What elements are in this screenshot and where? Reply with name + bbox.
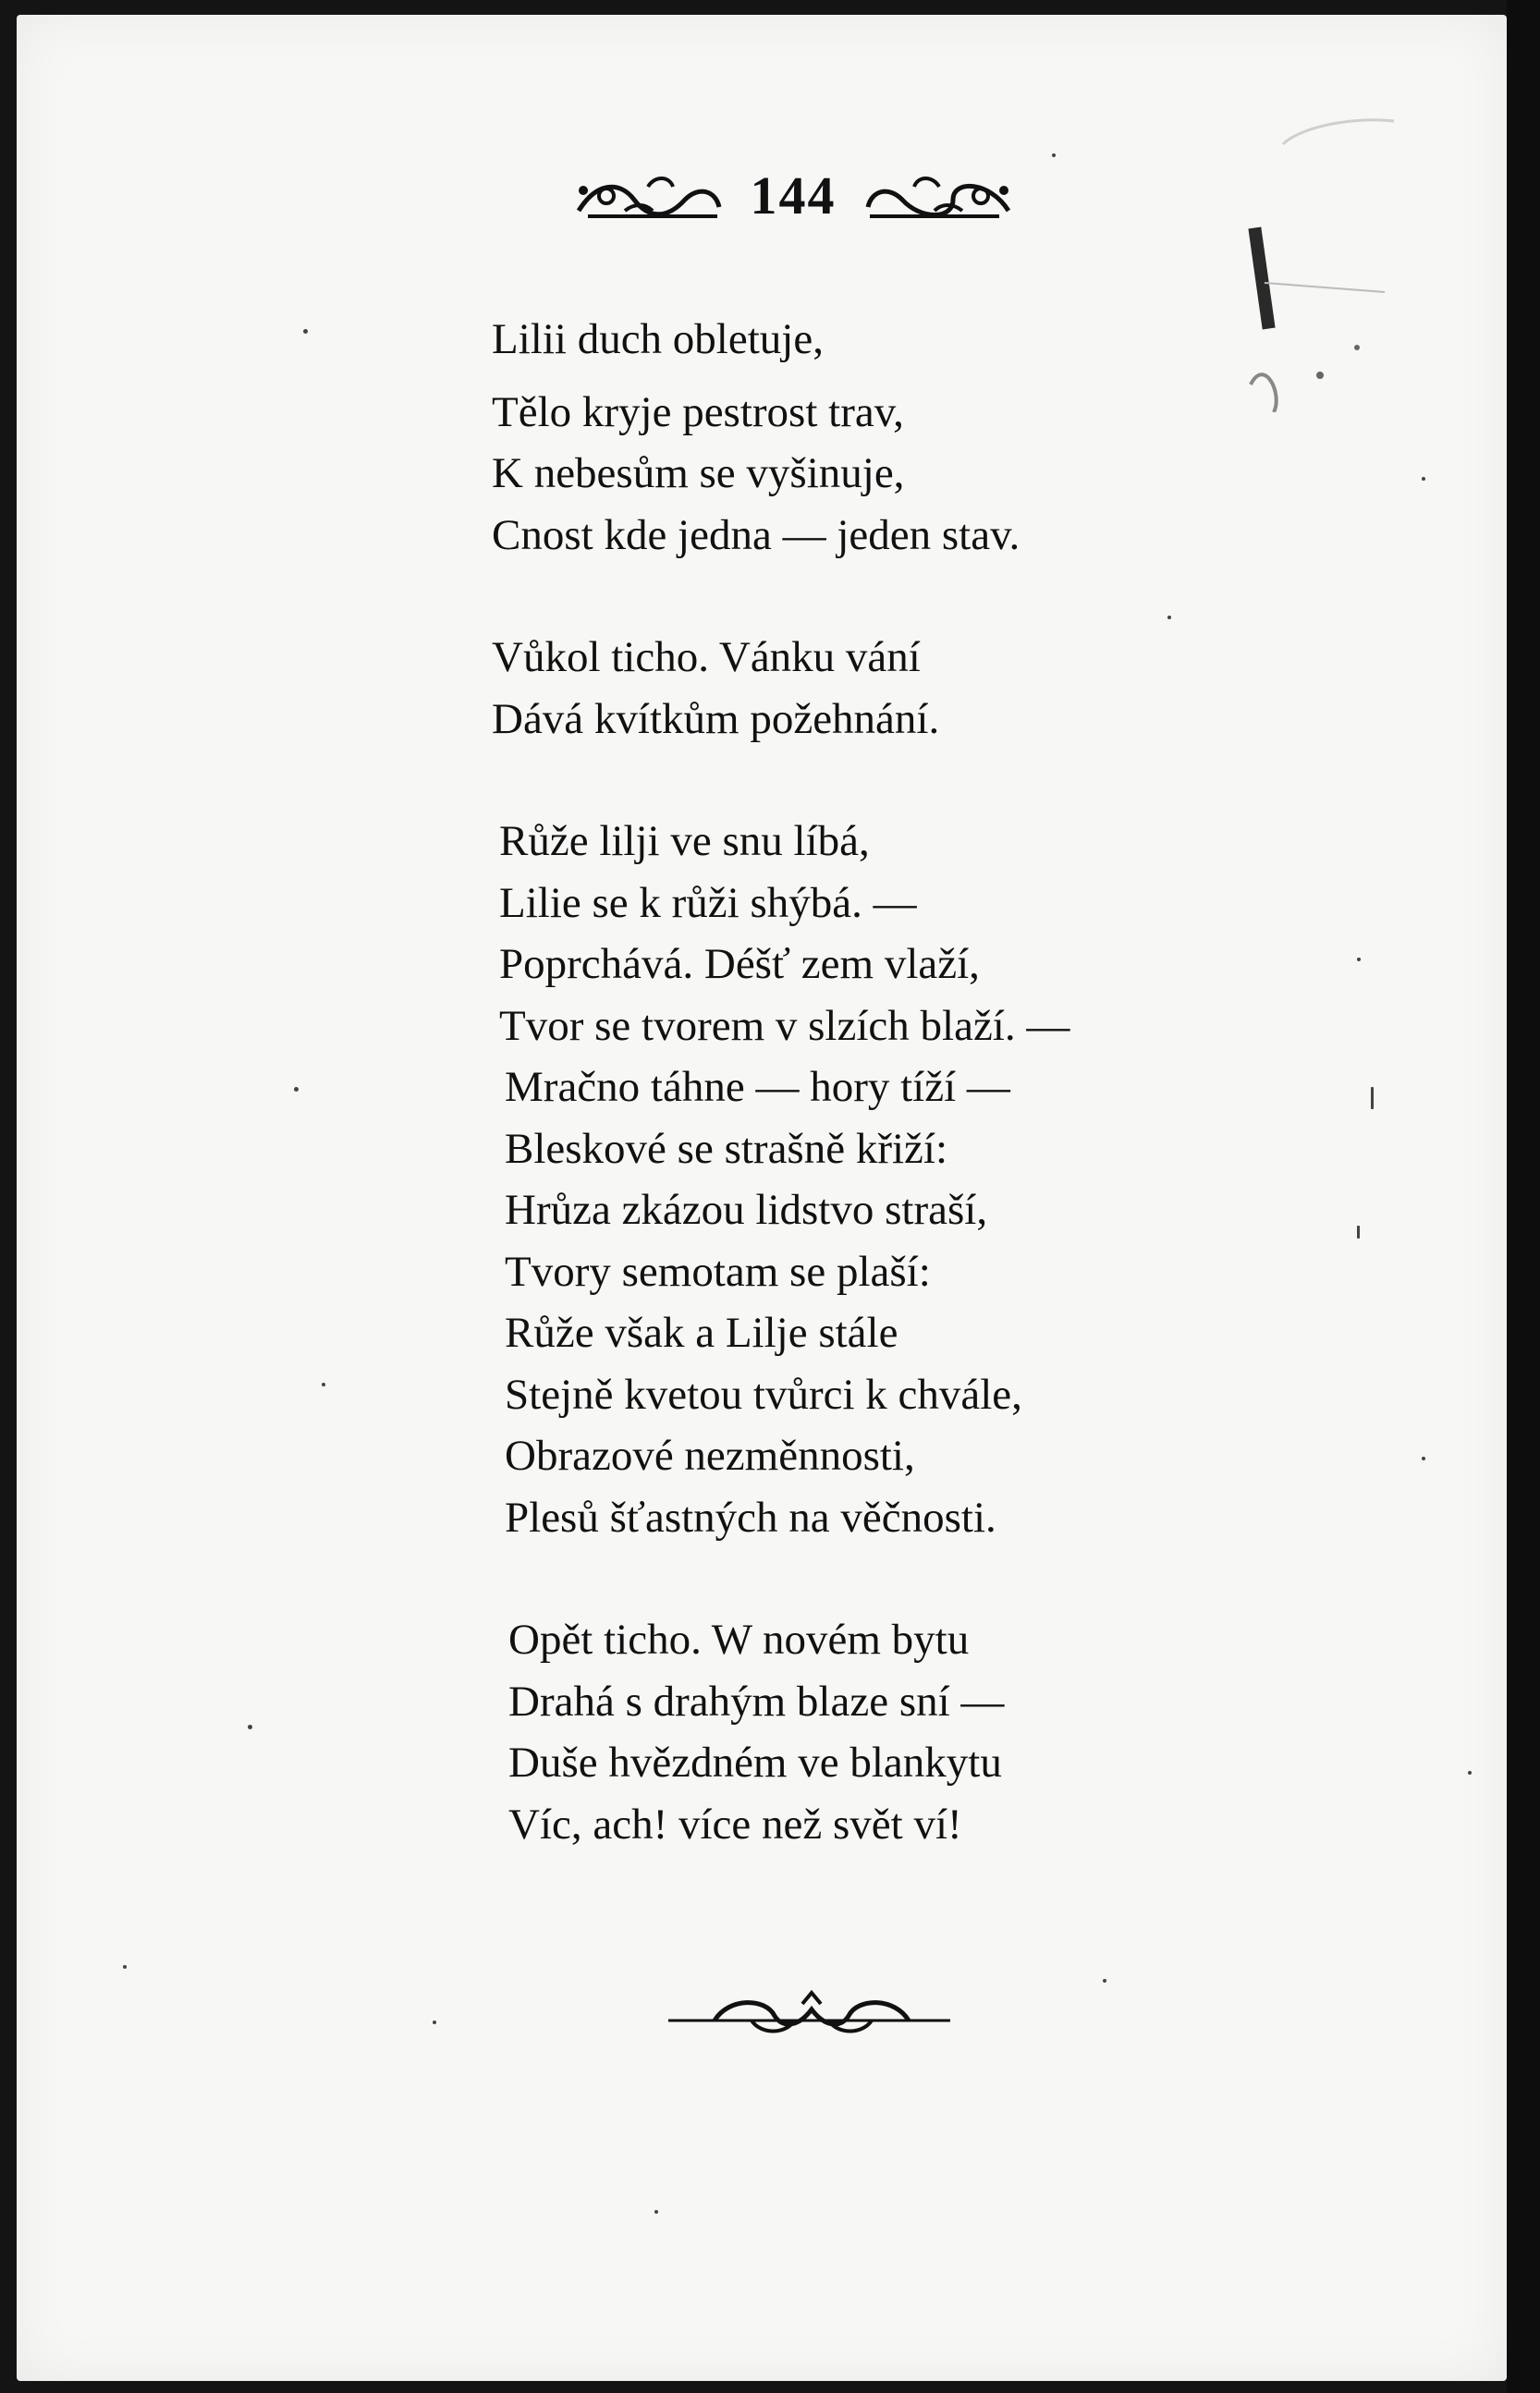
- verse-line: Bleskové se strašně křiží:: [505, 1124, 948, 1173]
- verse-line: Tvory semotam se plaší:: [505, 1247, 931, 1296]
- verse-line: Růže však a Lilje stále: [505, 1309, 898, 1357]
- verse-line: Víc, ach! více než svět ví!: [508, 1800, 962, 1849]
- tailpiece-ornament-icon: [664, 1984, 959, 2048]
- verse-line: Opět ticho. W novém bytu: [508, 1616, 970, 1664]
- page-header: [562, 153, 1024, 237]
- verse-line: Tvor se tvorem v slzích blaží. —: [499, 1001, 1070, 1050]
- verse-line: Lilie se k růži shýbá. —: [499, 878, 917, 927]
- page-number: 144: [750, 165, 837, 226]
- stanza: [492, 627, 1324, 750]
- verse-line: Stejně kvetou tvůrci k chvále,: [505, 1370, 1022, 1419]
- verse-line: Plesů šťastných na věčnosti.: [505, 1493, 996, 1542]
- left-vine-ornament-icon: [569, 163, 727, 227]
- verse-line: Tělo kryje pestrost trav,: [492, 387, 904, 436]
- stanza: [492, 382, 1324, 567]
- verse-line: Lilii duch obletuje,: [492, 315, 824, 363]
- verse-line: Poprchává. Déšť zem vlaží,: [499, 940, 980, 988]
- verse-line: Mračno táhne — hory tíží —: [505, 1063, 1010, 1111]
- stanza: [492, 1609, 1324, 1855]
- poem-text: [492, 309, 1324, 1916]
- verse-line: Duše hvězdném ve blankytu: [508, 1739, 1002, 1787]
- book-page: [17, 15, 1507, 2381]
- stanza: [492, 811, 1324, 1548]
- verse-line: Cnost kde jedna — jeden stav.: [492, 510, 1021, 559]
- verse-line: Hrůza zkázou lidstvo straší,: [505, 1186, 988, 1234]
- verse-line: Drahá s drahým blaze sní —: [508, 1677, 1005, 1726]
- verse-line: K nebesům se vyšinuje,: [492, 449, 905, 497]
- verse-line: Obrazové nezměnnosti,: [505, 1432, 915, 1480]
- stanza: [492, 309, 1324, 371]
- scan-right-edge: [1507, 0, 1540, 2393]
- right-vine-ornament-icon: [861, 163, 1018, 227]
- verse-line: Vůkol ticho. Vánku vání: [492, 633, 921, 681]
- verse-line: Dává kvítkům požehnání.: [492, 694, 940, 743]
- library-stamp-mark: [1246, 116, 1403, 412]
- verse-line: Růže lilji ve snu líbá,: [499, 817, 870, 865]
